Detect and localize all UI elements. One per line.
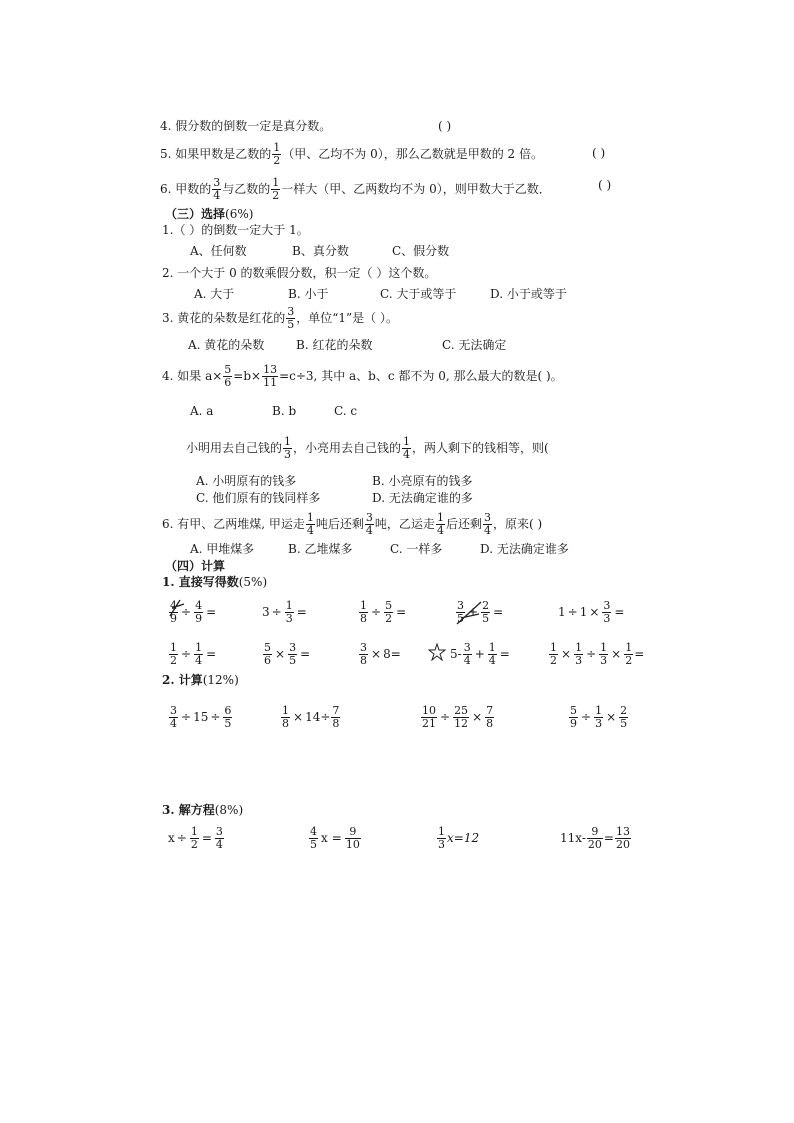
fraction-denominator: 5 — [482, 612, 490, 625]
operator: ÷ — [181, 710, 192, 724]
operator: = — [499, 647, 510, 661]
fraction-denominator: 4 — [306, 524, 314, 537]
judge-item-5 — [160, 142, 543, 167]
fraction — [331, 705, 340, 730]
fraction-denominator: 11 — [263, 376, 278, 389]
fraction-denominator: 8 — [360, 654, 367, 667]
fraction — [223, 705, 232, 730]
judge-5-pre: 5. 如果甲数是乙数的 — [160, 147, 272, 161]
expression-term: 15 — [193, 710, 209, 724]
fraction — [569, 705, 578, 730]
choice-q2-option-a[interactable]: A. 大于 — [194, 287, 235, 301]
fraction — [437, 826, 446, 851]
judge-6-answer-paren[interactable]: ( ) — [598, 178, 612, 192]
expression-term: 14 — [305, 710, 321, 724]
choice-q6-option-b[interactable]: B. 乙堆煤多 — [288, 542, 353, 556]
fraction — [194, 642, 203, 667]
fraction-numerator: 7 — [486, 704, 494, 717]
choice-q3-option-a[interactable]: A. 黄花的朵数 — [188, 338, 265, 352]
choice-q6-option-a[interactable]: A. 甲堆煤多 — [190, 542, 255, 556]
choice-q3-option-b[interactable]: B. 红花的朵数 — [296, 338, 373, 352]
expression-term: = — [603, 831, 614, 845]
fraction — [285, 600, 294, 625]
fraction-denominator: 6 — [224, 376, 232, 389]
choice-q6-pre: 6. 有甲、乙两堆煤, 甲运走 — [162, 517, 305, 531]
fraction — [262, 364, 278, 389]
pen-scribble-mark — [455, 598, 485, 628]
expression-term: = — [634, 647, 645, 661]
choice-q5-option-b[interactable]: B. 小亮原有的钱多 — [372, 474, 473, 488]
fraction — [384, 600, 393, 625]
expression-term: 8 — [383, 647, 391, 661]
operator: ÷ — [176, 831, 187, 845]
subsection-title: 1. 直接写得数 — [162, 575, 239, 589]
fraction-numerator: 3 — [365, 511, 373, 524]
operator: = — [614, 605, 625, 619]
fraction — [615, 826, 631, 851]
fraction-numerator: 3 — [289, 641, 297, 654]
fraction-denominator: 4 — [170, 717, 177, 730]
direct-expr-8 — [358, 642, 401, 667]
fraction-numerator: 2 — [482, 599, 490, 612]
choice-q6-mid2: 吨，乙运走 — [374, 517, 435, 531]
fraction-numerator: 4 — [170, 599, 177, 612]
subsection-calc-heading — [162, 672, 239, 688]
fraction-numerator: 1 — [403, 435, 411, 448]
fraction-numerator: 3 — [170, 704, 177, 717]
choice-q5-mid: ，小亮用去自己钱的 — [293, 441, 402, 455]
fraction-denominator: 10 — [345, 838, 360, 851]
fraction-numerator: 1 — [195, 641, 203, 654]
fraction — [624, 642, 633, 667]
fraction — [212, 177, 221, 202]
fraction-numerator: 1 — [190, 825, 198, 838]
operator: ÷ — [440, 710, 451, 724]
fraction-denominator: 2 — [272, 189, 280, 202]
fraction — [587, 826, 603, 851]
operator: ÷ — [271, 605, 282, 619]
expression-term: ÷ — [320, 710, 331, 724]
direct-expr-6 — [168, 642, 218, 667]
operator: ÷ — [181, 605, 192, 619]
choice-q1-option-c[interactable]: C、假分数 — [392, 244, 450, 258]
fraction-numerator: 5 — [570, 704, 577, 717]
subsection-direct-heading — [162, 574, 267, 590]
fraction — [190, 826, 199, 851]
operator: ÷ — [567, 605, 578, 619]
fraction-denominator: 5 — [224, 717, 232, 730]
direct-expr-2 — [262, 600, 309, 625]
choice-q6-option-d[interactable]: D. 无法确定谁多 — [480, 542, 569, 556]
fraction-numerator: 3 — [213, 176, 221, 189]
section-3-heading — [165, 206, 253, 222]
fraction — [281, 705, 290, 730]
fraction-numerator: 6 — [224, 704, 232, 717]
fraction-numerator: 3 — [360, 641, 367, 654]
choice-q4-post: =c÷3, 其中 a、b、c 都不为 0, 那么最大的数是( )。 — [279, 369, 563, 383]
star-scribble-icon — [428, 643, 446, 661]
fraction — [345, 826, 361, 851]
judge-item-6 — [160, 177, 551, 202]
fraction-numerator: 5 — [385, 599, 393, 612]
expression-term: 1 — [558, 605, 566, 619]
fraction-numerator: 3 — [483, 511, 491, 524]
fraction — [485, 705, 494, 730]
fraction — [359, 642, 368, 667]
fraction-denominator: 4 — [436, 524, 444, 537]
operator: × — [275, 647, 286, 661]
fraction-numerator: 3 — [215, 825, 223, 838]
fraction-denominator: 4 — [463, 654, 471, 667]
direct-expr-10 — [548, 642, 644, 667]
expression-term: x=12 — [447, 831, 480, 845]
judge-5-answer-paren[interactable]: ( ) — [592, 146, 606, 160]
operator: ÷ — [210, 710, 221, 724]
fraction-numerator: 25 — [454, 704, 469, 717]
fraction — [309, 826, 318, 851]
section-4-heading: （四）计算 — [165, 559, 226, 573]
fraction-numerator: 4 — [195, 599, 203, 612]
fraction-denominator: 12 — [454, 717, 469, 730]
fraction-numerator: 9 — [587, 826, 603, 839]
choice-q5-option-a[interactable]: A. 小明原有的钱多 — [196, 474, 297, 488]
fraction — [169, 705, 178, 730]
fraction-denominator: 3 — [595, 717, 603, 730]
expression-term: = — [390, 647, 401, 661]
fraction — [436, 512, 445, 537]
judge-item-4 — [160, 118, 331, 134]
choice-q1-option-b[interactable]: B、真分数 — [292, 244, 349, 258]
judge-6-post: 一样大（甲、乙两数均不为 0），则甲数大于乙数． — [281, 182, 551, 196]
fraction-numerator: 10 — [422, 704, 436, 717]
choice-q4-option-a[interactable]: A. a — [190, 404, 214, 418]
fraction — [306, 512, 315, 537]
fraction — [288, 642, 297, 667]
fraction — [488, 642, 497, 667]
operator: = — [201, 831, 212, 845]
fraction-numerator: 1 — [360, 599, 367, 612]
fraction-numerator: 3 — [603, 599, 611, 612]
fraction — [215, 826, 224, 851]
fraction-denominator: 4 — [213, 189, 221, 202]
choice-q1-option-a[interactable]: A、任何数 — [190, 244, 247, 258]
choice-q2-option-c[interactable]: C. 大于或等于 — [380, 287, 457, 301]
fraction-denominator: 2 — [550, 654, 557, 667]
fraction-numerator: 1 — [436, 511, 444, 524]
fraction-denominator: 21 — [422, 717, 436, 730]
fraction — [402, 436, 411, 461]
choice-q6-mid: 吨后还剩 — [315, 517, 364, 531]
choice-q6-mid3: 后还剩 — [445, 517, 482, 531]
operator: = — [296, 605, 307, 619]
fraction-numerator: 7 — [332, 704, 340, 717]
fraction-denominator: 2 — [190, 838, 198, 851]
fraction-denominator: 2 — [273, 154, 281, 167]
operator: = — [331, 831, 342, 845]
fraction-numerator: 5 — [224, 363, 232, 376]
fraction-denominator: 3 — [285, 612, 293, 625]
section-title: （三）选择 — [165, 207, 226, 221]
fraction-denominator: 3 — [575, 654, 583, 667]
choice-q5-pre: 小明用去自己钱的 — [186, 441, 283, 455]
fraction-denominator: 20 — [615, 838, 630, 851]
fraction-numerator: 2 — [620, 704, 628, 717]
fraction-denominator: 4 — [365, 524, 373, 537]
fraction-numerator: 1 — [625, 641, 633, 654]
operator: = — [396, 605, 407, 619]
choice-q5-option-c[interactable]: C. 他们原有的钱同样多 — [196, 491, 321, 505]
fraction-denominator: 2 — [625, 654, 633, 667]
fraction-denominator: 2 — [385, 612, 393, 625]
pen-scribble-mark — [168, 598, 188, 618]
operator: ÷ — [586, 647, 597, 661]
fraction-numerator: 1 — [550, 641, 557, 654]
fraction-numerator: 1 — [282, 704, 289, 717]
fraction — [549, 642, 558, 667]
operator: = — [493, 605, 504, 619]
operator: = — [206, 647, 217, 661]
direct-expr-3 — [358, 600, 408, 625]
choice-q6 — [162, 512, 542, 537]
fraction — [483, 512, 492, 537]
fraction-numerator: 1 — [600, 641, 608, 654]
fraction — [169, 642, 178, 667]
equation-3 — [436, 826, 479, 851]
fraction — [194, 600, 203, 625]
choice-q3-option-c[interactable]: C. 无法确定 — [442, 338, 507, 352]
fraction-denominator: 6 — [264, 654, 271, 667]
choice-q4-mid: =b× — [233, 369, 262, 383]
expression-term: x — [168, 831, 175, 845]
direct-expr-5 — [558, 600, 626, 625]
subsection-score: (12%) — [202, 673, 239, 687]
fraction-denominator: 8 — [486, 717, 494, 730]
expression-term: 1 — [579, 605, 588, 619]
fraction-denominator: 20 — [587, 838, 602, 851]
operator: × — [611, 647, 622, 661]
fraction-numerator: 1 — [272, 176, 280, 189]
fraction-denominator: 4 — [215, 838, 223, 851]
fraction — [599, 642, 608, 667]
judge-6-mid: 与乙数的 — [222, 182, 271, 196]
fraction-denominator: 5 — [620, 717, 628, 730]
fraction-denominator: 5 — [289, 654, 297, 667]
fraction-numerator: 1 — [438, 825, 445, 838]
operator: ÷ — [181, 647, 192, 661]
choice-q4-option-b[interactable]: B. b — [272, 404, 297, 418]
operator: = — [206, 605, 217, 619]
choice-q3-post: ，单位“1”是（ ）。 — [296, 311, 398, 325]
fraction-denominator: 3 — [603, 612, 611, 625]
fraction-denominator: 2 — [170, 654, 177, 667]
fraction-numerator: 3 — [463, 641, 471, 654]
fraction-numerator: 13 — [615, 825, 630, 838]
fraction-numerator: 9 — [345, 826, 361, 839]
calc-expr-3 — [420, 705, 495, 730]
choice-q3-pre: 3. 黄花的朵数是红花的 — [162, 311, 286, 325]
fraction-denominator: 5 — [287, 318, 295, 331]
fraction-denominator: 4 — [195, 654, 203, 667]
fraction-denominator: 8 — [282, 717, 289, 730]
subsection-title: 3. 解方程 — [162, 803, 215, 817]
fraction — [272, 142, 281, 167]
choice-q3 — [162, 306, 398, 331]
fraction — [286, 306, 295, 331]
subsection-score: (8%) — [214, 803, 244, 817]
fraction-numerator: 1 — [595, 704, 603, 717]
fraction-denominator: 8 — [332, 717, 340, 730]
choice-q2-option-b[interactable]: B. 小于 — [288, 287, 329, 301]
judge-5-post: （甲、乙均不为 0），那么乙数就是甲数的 2 倍。 — [282, 147, 543, 161]
expression-term: 11x — [560, 831, 582, 845]
choice-q5-post: ，两人剩下的钱相等，则( — [412, 441, 549, 455]
fraction-denominator: 5 — [457, 612, 464, 625]
choice-q1: 1.（ ）的倒数一定大于 1。 — [162, 223, 309, 237]
operator: × — [589, 605, 600, 619]
direct-expr-7 — [262, 642, 312, 667]
fraction — [421, 705, 437, 730]
direct-expr-9 — [450, 642, 512, 667]
fraction — [223, 364, 232, 389]
fraction-numerator: 3 — [287, 305, 295, 318]
operator: × — [293, 710, 304, 724]
judge-4-answer-paren[interactable]: ( ) — [438, 119, 452, 133]
choice-q5-option-d[interactable]: D. 无法确定谁的多 — [372, 491, 473, 505]
operator: × — [472, 710, 483, 724]
subsection-equation-heading — [162, 802, 243, 818]
fraction — [574, 642, 583, 667]
operator: × — [561, 647, 572, 661]
fraction-denominator: 4 — [488, 654, 496, 667]
fraction — [594, 705, 603, 730]
fraction-denominator: 4 — [483, 524, 491, 537]
fraction-numerator: 13 — [263, 363, 278, 376]
calc-expr-4 — [568, 705, 629, 730]
operator: + — [474, 647, 485, 661]
operator: = — [300, 647, 311, 661]
choice-q6-post: ，原来( ) — [492, 517, 543, 531]
fraction-numerator: 1 — [284, 435, 292, 448]
choice-q4 — [162, 364, 563, 389]
choice-q5 — [186, 436, 549, 461]
fraction — [602, 600, 611, 625]
fraction-numerator: 4 — [310, 825, 317, 838]
fraction-denominator: 9 — [570, 717, 577, 730]
operator: ÷ — [371, 605, 382, 619]
fraction — [453, 705, 469, 730]
fraction-numerator: 1 — [306, 511, 314, 524]
subsection-score: (5%) — [238, 575, 268, 589]
fraction-denominator: 3 — [284, 448, 292, 461]
operator: x — [321, 831, 328, 845]
expression-term: 5 — [450, 647, 458, 661]
judge-4-text: 4. 假分数的倒数一定是真分数。 — [160, 119, 332, 133]
fraction-denominator: 3 — [600, 654, 608, 667]
operator: × — [606, 710, 617, 724]
choice-q4-option-c[interactable]: C. c — [334, 404, 358, 418]
calc-expr-2 — [280, 705, 341, 730]
fraction — [359, 600, 368, 625]
operator: ÷ — [581, 710, 592, 724]
fraction — [271, 177, 280, 202]
operator: + — [468, 605, 479, 619]
subsection-title: 2. 计算 — [162, 673, 203, 687]
equation-2 — [308, 826, 362, 851]
fraction — [283, 436, 292, 461]
fraction — [365, 512, 374, 537]
fraction-numerator: 1 — [170, 641, 177, 654]
choice-q6-option-c[interactable]: C. 一样多 — [390, 542, 443, 556]
fraction-denominator: 3 — [438, 838, 445, 851]
section-score: (6%) — [225, 207, 254, 221]
choice-q2: 2. 一个大于 0 的数乘假分数，积一定（ ）这个数。 — [162, 266, 437, 280]
fraction — [263, 642, 272, 667]
fraction-denominator: 9 — [195, 612, 203, 625]
equation-1 — [168, 826, 225, 851]
fraction-numerator: 1 — [285, 599, 293, 612]
fraction — [619, 705, 628, 730]
expression-term: 3 — [262, 605, 270, 619]
calc-expr-1 — [168, 705, 233, 730]
fraction-numerator: 3 — [457, 599, 464, 612]
fraction-numerator: 1 — [273, 141, 281, 154]
fraction-denominator: 4 — [403, 448, 411, 461]
fraction-denominator: 9 — [170, 612, 177, 625]
operator: × — [371, 647, 382, 661]
fraction-denominator: 8 — [360, 612, 367, 625]
choice-q4-pre: 4. 如果 a× — [162, 369, 223, 383]
fraction-denominator: 5 — [310, 838, 317, 851]
equation-4 — [560, 826, 632, 851]
fraction-numerator: 5 — [264, 641, 271, 654]
fraction-numerator: 1 — [575, 641, 583, 654]
judge-6-pre: 6. 甲数的 — [160, 182, 212, 196]
expression-term: - — [457, 647, 462, 661]
expression-term: - — [581, 831, 586, 845]
fraction-numerator: 1 — [488, 641, 496, 654]
choice-q2-option-d[interactable]: D. 小于或等于 — [490, 287, 567, 301]
fraction — [463, 642, 472, 667]
